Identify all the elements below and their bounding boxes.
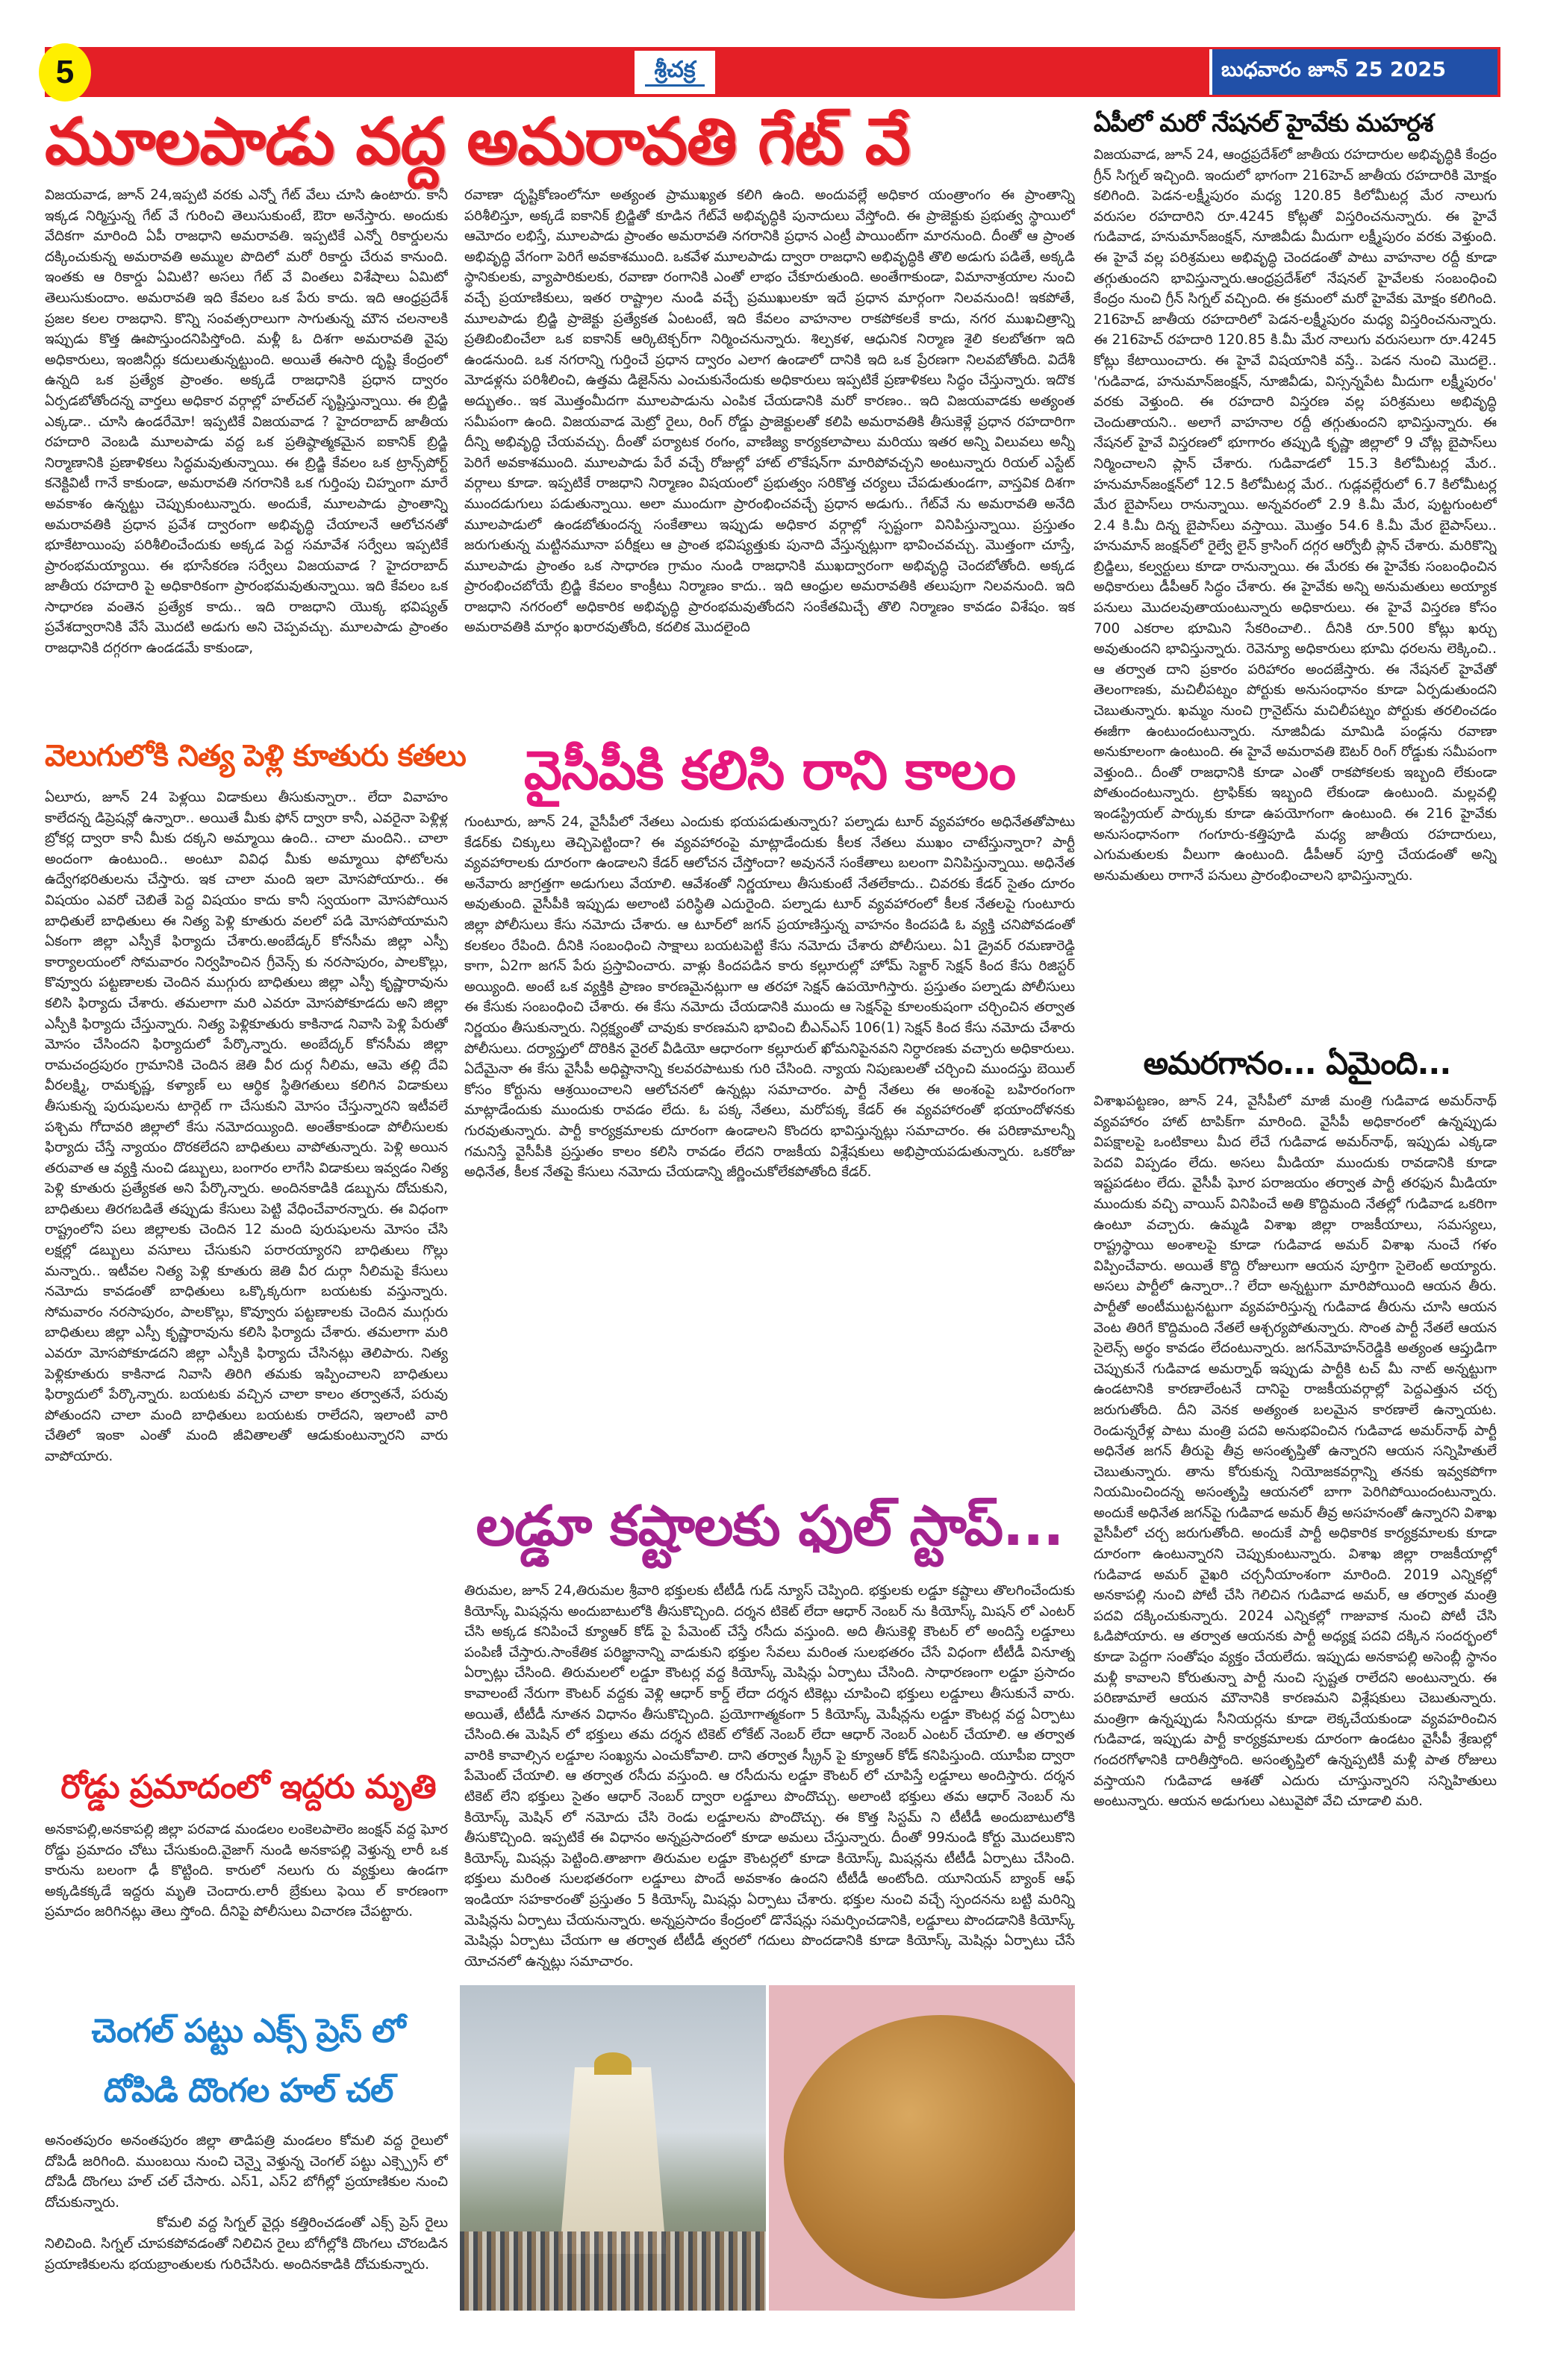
article-ysrcp-text: గుంటూరు, జూన్ 24, వైసీపీలో నేతలు ఎందుకు భయపడుతున్నారు? పల్నాడు టూర్ వ్యవహారం అధినేతతోపాటు కేడర్‌కు చిక్కులు తెచ్చిపెట్టిందా? ఈ వ్యవహారంపై మాట్లాడేందుకు కీలక నేతలు ముఖం చాటేస్తున్నారా? పార్టీ వ్యవహారాలకు దూరంగా ఉండాలని కేడర్ ఆలోచన చేస్తోందా? అవుననే సంకేతాలు బలంగా వినిపిస్తున్నాయి. అధినేత అనేవారు జాగ్రత్తగా అడుగులు వేయాలి. ఆవేశంతో నిర్ణయాలు తీసుకుంటే నేతలేకాదు.. చివరకు కేడర్ సైతం దూరం అవుతుంది. వైసీపీకి ఇప్పుడు అలాంటి పరిస్థితి ఎదురైంది. పల్నాడు టూర్ వ్యవహారంలో కీలక నేతలపై గుంటూరు జిల్లా పోలీసులు కేసు నమోదు చేశారు. ఆ టూర్‌లో జగన్ ప్రయాణిస్తున్న వాహనం కిందపడి ఓ వ్యక్తి చనిపోవడంతో కలకలం రేపింది. దీనికి సంబంధించి సాక్షాలు బయటపెట్టి కేసు నమోదు చేశారు పోలీసులు. ఏ1 డ్రైవర్ రమణారెడ్డి కాగా, ఏ2గా జగన్ పేరు ప్రస్తావించారు. వాళ్లు కిందపడిన కారు కల్లూరుల్లో హోమ్ సెక్టార్ సెక్షన్ కింద కేసు రిజిస్టర్ అయ్యింది. అంటే ఒక వ్యక్తికి ప్రాణం కారణమైనట్లుగా ఆ తరహా సెక్షన్ ఉపయోగిస్తారు. ప్రస్తుతం పల్నాడు పోలీసులు ఈ కేసుకు సంబంధించి చేశారు. ఈ కేసు నమోదు చేయడానికి ముందు ఆ సెక్షన్‌పై కూలంకుషంగా చర్చించిన తర్వాత నిర్ణయం తీసుకున్నారు. నిర్లక్ష్యంతో చావుకు కారణమని భావించి బీఎన్ఎస్ 106(1) సెక్షన్ కింద కేసు నమోదు చేశారు పోలీసులు. దర్యాప్తులో దొరికిన వైరల్ వీడియో ఆధారంగా కల్లూరుల్ ఖోమనిపైనవని నిర్ధారణకు వచ్చారు అధికారులు. ఏదేమైనా ఈ కేసు వైసీపీ అధిష్టానాన్ని కలవరపాటుకు గురి చేసింది. న్యాయ నిపుణులతో చర్చించి ముందస్తు బెయిల్ కోసం కోర్టును ఆశ్రయించాలని ఆలోచనలో ఉన్నట్లు సమాచారం. పార్టీ నేతలు ఈ అంశంపై బహిరంగంగా మాట్లాడేందుకు ముందుకు రావడం లేదు. ఓ పక్క నేతలు, మరోపక్క కేడర్ ఈ వ్యవహారంతో భయాందోళనకు గురవుతున్నారు. పార్టీ కార్యక్రమాలకు దూరంగా ఉండాలని కొందరు భావిస్తున్నట్లు సమాచారం. ఈ పరిణామాలన్నీ గమనిస్తే వైసీపీకి ప్రస్తుతం కాలం కలిసి రావడం లేదని రాజకీయ విశ్లేషకులు అభిప్రాయపడుతున్నారు. ఒకరోజు అధినేత, కీలక నేతపై కేసులు నమోదు చేయడాన్ని జీర్ణించుకోలేకపోతోంది కేడర్.	[464, 814, 1075, 1181]
article-amarnath-text: విశాఖపట్టణం, జూన్ 24, వైసీపీలో మాజీ మంత్రి గుడివాడ అమర్‌నాథ్ వ్యవహారం హాట్ టాపిక్‌గా మారింది. వైసీపీ అధికారంలో ఉన్నప్పుడు విపక్షాలపై ఒంటికాలు మీద లేచే గుడివాడ అమర్‌నాథ్, ఇప్పుడు ఎక్కడా పెదవి విప్పడం లేదు. అసలు మీడియా ముందుకు రావడానికి కూడా ఇష్టపడటం లేదు. వైసీపీ ఘోర పరాజయం తర్వాత పార్టీ తరఫున మీడియా ముందుకు వచ్చి వాయిస్ వినిపించే అతి కొద్దిమంది నేతల్లో గుడివాడ ఒకరిగా ఉంటూ వచ్చారు. ఉమ్మడి విశాఖ జిల్లా రాజకీయాలు, సమస్యలు, రాష్ట్రస్థాయి అంశాలపై కూడా గుడివాడ అమర్ విశాఖ నుంచే గళం విప్పించేవారు. అయితే కొద్ది రోజులుగా ఆయన పూర్తిగా సైలెంట్ అయ్యారు. అసలు పార్టీలో ఉన్నారా..? లేదా అన్నట్టుగా మారిపోయింది ఆయన తీరు. పార్టీతో అంటీముట్టనట్టుగా వ్యవహరిస్తున్న గుడివాడ తీరును చూసి ఆయన వెంట తిరిగే కొద్దిమంది నేతలే ఆశ్చర్యపోతున్నారు. సొంత పార్టీ నేతలే ఆయన సైలెన్స్ అర్థం కావడం లేదంటున్నారు. జగన్‌మోహన్‌రెడ్డికి అత్యంత ఆప్తుడిగా చెప్పుకునే గుడివాడ అమర్నాథ్ ఇప్పుడు పార్టీకి టచ్ మీ నాట్ అన్నట్టుగా ఉండటానికి కారణాలేంటనే దానిపై రాజకీయవర్గాల్లో పెద్దఎత్తున చర్చ జరుగుతోంది. దీని వెనక అత్యంత బలమైన కారణాలే ఉన్నాయట. రెండున్నరేళ్ల పాటు మంత్రి పదవి అనుభవించిన గుడివాడ అమర్‌నాథ్ పార్టీ అధినేత జగన్ తీరుపై తీవ్ర అసంతృప్తితో ఉన్నారని ఆయన సన్నిహితులే చెబుతున్నారు. తాను కోరుకున్న నియోజకవర్గాన్ని తనకు ఇవ్వకపోగా నియమించిందన్న అసంతృప్తి ఆయనలో బాగా పెరిగిపోయిందంటున్నారు. అందుకే అధినేత జగన్‌పై గుడివాడ అమర్ తీవ్ర అసహనంతో ఉన్నారని విశాఖ వైసీపీలో చర్చ జరుగుతోంది. అందుకే పార్టీ అధికారిక కార్యక్రమాలకు కూడా దూరంగా ఉంటున్నారని చెప్పుకుంటున్నారు. విశాఖ జిల్లా రాజకీయాల్లో గుడివాడ అమర్ వైఖరి చర్చనీయాంశంగా మారింది. 2019 ఎన్నికల్లో అనకాపల్లి నుంచి పోటీ చేసి గెలిచిన గుడివాడ అమర్, ఆ తర్వాత మంత్రి పదవి దక్కించుకున్నారు. 2024 ఎన్నికల్లో గాజువాక నుంచి పోటీ చేసి ఓడిపోయారు. ఆ తర్వాత ఆయనకు పార్టీ అధ్యక్ష పదవి దక్కిన సందర్భంలో కూడా పెద్దగా సంతోషం వ్యక్తం చేయలేదు. ఇప్పుడు అనకాపల్లి అసెంబ్లీ స్థానం మళ్లీ కావాలని కోరుతున్నా పార్టీ నుంచి స్పష్టత రాలేదని అంటున్నారు. ఈ పరిణామాలే ఆయన మౌనానికి కారణమని విశ్లేషకులు చెబుతున్నారు. మంత్రిగా ఉన్నప్పుడు సీనియర్లను కూడా లెక్కచేయకుండా వ్యవహరించిన గుడివాడ, ఇప్పుడు పార్టీ కార్యక్రమాలకు దూరంగా ఉండటం వైసీపీ శ్రేణుల్లో గందరగోళానికి దారితీస్తోంది. అసంతృప్తిలో ఉన్నప్పటికీ మళ్లీ పాత రోజులు వస్తాయని గుడివాడ ఆశతో ఎదురు చూస్తున్నారని సన్నిహితులు అంటున్నారు. ఆయన అడుగులు ఎటువైపో వేచి చూడాలి మరి.	[1094, 1093, 1497, 1810]
headline-ysrcp: వైసీపీకి కలిసి రాని కాలం	[523, 739, 1016, 802]
page-number: 5	[55, 54, 75, 90]
tirumala-temple-photo	[460, 1985, 766, 2311]
headline-highway: ఏపీలో మరో నేషనల్ హైవేకు మహర్దశ	[1094, 108, 1433, 137]
article-accident-text: అనకాపల్లి,అనకాపల్లి జిల్లా పరవాడ మండలం లంకెలపాలెం జంక్షన్ వద్ద ఘోర రోడ్డు ప్రమాదం చోటు చేసుకుంది.వైజాగ్ నుండి అనకాపల్లి వెళ్తున్న లారీ ఒక కారును బలంగా ఢీ కొట్టింది. కారులో నలుగు రు వ్యక్తులు ఉండగా అక్కడికక్కడే ఇద్దరు మృతి చెందారు.లారీ బ్రేకులు ఫెయి ల్ కారణంగా ప్రమాదం జరిగినట్లు తెలు స్తోంది. దీనిపై పోలీసులు విచారణ చేపట్టారు.	[45, 1822, 448, 1920]
article-train-text-1: అనంతపురం అనంతపురం జిల్లా తాడిపత్రి మండలం కోమలి వద్ద రైలులో దోపిడీ జరిగింది. ముంబయి నుంచి చెన్నై వెళ్తున్న చెంగల్ పట్టు ఎక్స్ప్రెస్ లో దోపిడీ దొంగలు హల్ చల్ చేసారు. ఎస్1, ఎస్2 బోగీల్లో ప్రయాణికుల నుంచి దోచుకున్నారు.	[45, 2133, 448, 2211]
article-train	[45, 2131, 448, 2325]
article-amaravati-col2	[464, 185, 1075, 728]
article-bride	[45, 787, 448, 1750]
logo-underline	[645, 84, 705, 87]
article-amaravati-text-1: విజయవాడ, జూన్ 24,ఇప్పటి వరకు ఎన్నో గేట్ వేలు చూసి ఉంటారు. కానీ ఇక్కడ నిర్మిస్తున్న గేట్ వే గురించి తెలుసుకుంటే, ఔరా అనేస్తారు. అందుకు వేదికగా మారింది ఏపీ రాజధాని అమరావతి. ఇప్పటికే ఎన్నో రికార్డులను దక్కించుకున్న అమరావతి అమ్ముల పొదిలో మరో రికార్డు చేరువ కానుంది. ఇంతకు ఆ రికార్డు ఏమిటి? అసలు గేట్ వే వింతలు విశేషాలు ఏమిటో తెలుసుకుందాం. అమరావతి ఇది కేవలం ఒక పేరు కాదు. ఇది ఆంధ్రప్రదేశ్ ప్రజల కలల రాజధాని. కొన్ని సంవత్సరాలుగా సాగుతున్న మౌన చలనాలకి ఇప్పుడు కొత్త ఊపొస్తుందనిపిస్తోంది. మళ్లీ ఓ దిశగా అమరావతి వైపు అధికారులు, ఇంజినీర్లు కదులుతున్నట్టుంది. అయితే ఈసారి దృష్టి కేంద్రంలో ఉన్నది ఒక ప్రత్యేక ప్రాంతం. అక్కడే రాజధానికి ప్రధాన ద్వారం ఏర్పడబోతోందన్న వార్తలు అధికార వర్గాల్లో హల్‌చల్ సృష్టిస్తున్నాయి. ఈ బ్రిడ్జి ఎక్కడా.. చూసి ఉండరేమో! ఇప్పటికే విజయవాడ ? హైదరాబాద్ జాతీయ రహదారి వెంబడి మూలపాడు వద్ద ఒక ప్రతిష్ఠాత్మకమైన ఐకానిక్ బ్రిడ్జి నిర్మాణానికి ప్రణాళికలు సిద్ధమవుతున్నాయి. ఈ బ్రిడ్జి కేవలం ఒక ట్రాన్స్‌పోర్ట్ కనెక్టివిటీ గానే కాకుండా, అమరావతి నగరానికి ఒక గుర్తింపు చిహ్నంగా మారే అవకాశం ఉన్నట్టు చెప్పుకుంటున్నారు. అందుకే, మూలపాడు ప్రాంతాన్ని అమరావతికి ప్రధాన ప్రవేశ ద్వారంగా అభివృద్ధి చేయాలనే ఆలోచనతో భూకేటాయింపు పరిశీలించేందుకు అక్కడ పెద్ద సమావేశ సర్వేలు ఇప్పటికే ప్రారంభమయ్యాయి. ఈ భూసేకరణ సర్వేలు విజయవాడ ? హైదరాబాద్ జాతీయ రహదారి పై అధికారికంగా ప్రారంభమవుతున్నాయి. ఇది కేవలం ఒక సాధారణ వంతెన ప్రత్యేక కాదు.. ఇది రాజధాని యొక్క భవిష్యత్ ప్రవేశద్వారానికి వేసే మొదటి అడుగు అని చెప్పవచ్చు. మూలపాడు ప్రాంతం రాజధానికి దగ్గరగా ఉండడమే కాకుండా,	[45, 187, 448, 657]
article-ladoo-text: తిరుమల, జూన్ 24,తిరుమల శ్రీవారి భక్తులకు టీటీడీ గుడ్ న్యూస్ చెప్పింది. భక్తులకు లడ్డూ కష్టాలు తొలగించేందుకు కియోస్క్ మిషన్లను అందుబాటులోకి తీసుకొచ్చింది. దర్శన టికెట్ లేదా ఆధార్ నెంబర్ ను కియోస్క్ మిషన్ లో ఎంటర్ చేసి అక్కడ కనిపించే క్యూఆర్ కోడ్ పై పేమెంట్ చేస్తే రసీదు వస్తుంది. అది తీసుకెళ్లి కౌంటర్ లో అందిస్తే లడ్డూలు పంపిణీ చేస్తారు.సాంకేతిక పరిజ్ఞానాన్ని వాడుకుని భక్తుల సేవలు మరింత సులభతరం చేసే విధంగా టీటీడీ వినూత్న ఏర్పాట్లు చేసింది. తిరుమలలో లడ్డూ కౌంటర్ల వద్ద కియోస్క్ మెషిన్లు ఏర్పాటు చేసింది. సాధారణంగా లడ్డూ ప్రసాదం కావాలంటే నేరుగా కౌంటర్ వద్దకు వెళ్లి ఆధార్ కార్డ్ లేదా దర్శన టికెట్లు చూపించి భక్తులు లడ్డూలు తీసుకునే వారు. అయితే, టీటీడీ నూతన విధానం తీసుకొచ్చింది. ప్రయోగాత్మకంగా 5 కియోస్క్ మెషీన్లను లడ్డూ కౌంటర్ల వద్ద ఏర్పాటు చేసింది.ఈ మెషిన్ లో భక్తులు తమ దర్శన టికెట్ లోకేట్ నెంబర్ లేదా ఆధార్ నెంబర్ ఎంటర్ చేయాలి. ఆ తర్వాత వారికి కావాల్సిన లడ్డూల సంఖ్యను ఎంచుకోవాలి. దాని తర్వాత స్క్రీన్ పై క్యూఆర్ కోడ్ కనిపిస్తుంది. యూపీఐ ద్వారా పేమెంట్ చేయాలి. ఆ తర్వాత రసీదు వస్తుంది. ఆ రసీదును లడ్డూ కౌంటర్ లో చూపిస్తే లడ్డూలు అందిస్తారు. దర్శన టికెట్ లేని భక్తులు సైతం ఆధార్ నెంబర్ ద్వారా లడ్డూలు పొందొచ్చు. అలాంటి భక్తులు తమ ఆధార్ నెంబర్ ను కియోస్క్ మెషిన్ లో నమోదు చేసి రెండు లడ్డూలను పొందొచ్చు. ఈ కొత్త సిస్టమ్ ని టీటీడీ అందుబాటులోకి తీసుకొచ్చింది. ఇప్పటికే ఈ విధానం అన్నప్రసాదంలో కూడా అమలు చేస్తున్నారు. దీంతో 99నుండి కోర్టు మొదలుకొని కియోస్క్ మిషన్లు పెట్టింది.తాజాగా తిరుమల లడ్డూ కౌంటర్లలో కూడా కియోస్క్ మిషన్లను టీటీడీ ఏర్పాటు చేసింది. భక్తులు మరింత సులభతరంగా లడ్డూలు పొందే అవకాశం ఉందని టీటీడీ అంటోంది. యూనియన్ బ్యాంక్ ఆఫ్ ఇండియా సహకారంతో ప్రస్తుతం 5 కియోస్క్ మిషన్లు ఏర్పాటు చేశారు. భక్తుల నుంచి వచ్చే స్పందనను బట్టి మరిన్ని మెషిన్లను ఏర్పాటు చేయనున్నారు. అన్నప్రసాదం కేంద్రంలో డొనేషన్లు సమర్పించడానికి, లడ్డూలు పొందడానికి కియోస్క్ మెషిన్లు ఏర్పాటు చేయగా ఆ తర్వాత టీటీడీ త్వరలో గదులు పొందడానికి కూడా కియోస్క్ మెషిన్లు ఏర్పాటు చేసే యోచనలో ఉన్నట్లు సమాచారం.	[464, 1583, 1075, 1970]
article-accident	[45, 1820, 448, 1991]
article-amaravati-text-2: రవాణా దృష్టికోణంలోనూ అత్యంత ప్రాముఖ్యత కలిగి ఉంది. అందువల్లే అధికార యంత్రాంగం ఈ ప్రాంతాన్ని పరిశీలిస్తూ, అక్కడే ఐకానిక్ బ్రిడ్జితో కూడిన గేట్‌వే అభివృద్ధికి పునాదులు వేస్తోంది. ఈ ప్రాజెక్టుకు ప్రభుత్వ స్థాయిలో ఆమోదం లభిస్తే, మూలపాడు ప్రాంతం అమరావతి నగరానికి ప్రధాన ఎంట్రీ పాయింట్‌గా మారనుంది. దీంతో ఆ ప్రాంత అభివృద్ధి వేగంగా పెరిగే అవకాశముంది. ఒకవేళ మూలపాడు ద్వారా రాజధాని అభివృద్ధికి తొలి అడుగు పడితే, అక్కడి స్థానికులకు, వ్యాపారికులకు, రవాణా రంగానికి ఎంతో లాభం చేకూరుతుంది. అంతేగాకుండా, విమానాశ్రయాల నుంచి వచ్చే ప్రయాణికులు, ఇతర రాష్ట్రాల నుండి వచ్చే ప్రముఖులకూ ఇదే ప్రధాన మార్గంగా నిలవనుంది! ఇకపోతే, మూలపాడు బ్రిడ్జి ప్రాజెక్టు ప్రత్యేకత ఏంటంటే, ఇది కేవలం వాహనాల రాకపోకలకే కాదు, నగర ముఖచిత్రాన్ని ప్రతిబింబించేలా ఒక ఐకానిక్ ఆర్కిటెక్చర్‌గా నిర్మించనున్నారు. శిల్పకళ, ఆధునిక నిర్మాణ శైలి కలబోతగా ఇది ఉండనుంది. ఒక నగరాన్ని గుర్తించే ప్రధాన ద్వారం ఎలాగ ఉండాలో దానికి ఇది ఒక ప్రేరణగా నిలవబోతోంది. విదేశీ మోడళ్లను పరిశీలించి, ఉత్తమ డిజైన్‌ను ఎంచుకునేందుకు అధికారులు ఇప్పటికే ప్రణాళికలు సిద్ధం చేస్తున్నారు. ఇదొక అద్భుతం.. ఇక మొత్తంమీదగా మూలపాడును ఎంపిక చేయడానికి మరో కారణం.. ఇది విజయవాడకు అత్యంత సమీపంగా ఉంది. విజయవాడ మెట్రో రైలు, రింగ్ రోడ్డు ప్రాజెక్టులతో కలిపి అమరావతికి తీసుకెళ్లే ప్రధాన రహదారిగా దీన్ని అభివృద్ధి చేయవచ్చు. దీంతో పర్యాటక రంగం, వాణిజ్య కార్యకలాపాలు మరియు ఇతర అన్ని విలువలు అన్నీ పెరిగే అవకాశముంది. మూలపాడు పేరే వచ్చే రోజుల్లో హాట్ లొకేషన్‌గా మారిపోవచ్చని అంటున్నారు రియల్ ఎస్టేట్ వర్గాలు కూడా. ఇప్పటికే రాజధాని నిర్మాణం విషయంలో ప్రభుత్వం సరికొత్త చర్యలు చేపడుతుండగా, వాస్తవిక దిశగా ముందడుగులు పడుతున్నాయి. అలా ముందుగా ప్రారంభించవచ్చే ప్రధాన అడుగు.. గేట్‌వే ను అమరావతి అనేది మూలపాడులో ఉండబోతుందన్న సంకేతాలు ఇప్పుడు అధికార వర్గాల్లో స్పష్టంగా వినిపిస్తున్నాయి. ప్రస్తుతం జరుగుతున్న మట్టినమూనా పరీక్షలు ఆ ప్రాంత భవిష్యత్తుకు పునాది వేస్తున్నట్లుగా భావించవచ్చు. మొత్తంగా చూస్తే, మూలపాడు ప్రాంతం ఒక సాధారణ గ్రామం నుండి రాజధానికి ముఖద్వారంగా అభివృద్ధి చెందబోతోంది. అక్కడ ప్రారంభించబోయే బ్రిడ్జి కేవలం కాంక్రీటు నిర్మాణం కాదు.. ఇది ఆంధ్రుల అమరావతికి తలుపుగా నిలవనుంది. ఇది రాజధాని నగరంలో అధికారిక అభివృద్ధి ప్రారంభమవుతోందని సంకేతమిచ్చే తొలి నిర్మాణం కావడం విశేషం. ఇక అమరావతికి మార్గం ఖరారవుతోంది, కదలిక మొదలైంది	[464, 187, 1075, 636]
article-amaravati-col1	[45, 185, 448, 708]
headline-amaravati: మూలపాడు వద్ద అమరావతి గేట్ వే	[45, 104, 910, 179]
page-number-badge	[39, 43, 91, 101]
temple-vimana	[594, 2052, 632, 2075]
headline-train-line1: చెంగల్ పట్టు ఎక్స్ ప్రెస్ లో	[91, 2012, 405, 2050]
headline-bride: వెలుగులోకి నిత్య పెళ్లి కూతురు కతలు	[45, 739, 466, 773]
issue-date: బుధవారం జూన్ 25 2025	[1221, 57, 1447, 81]
headline-train-line2: దోపిడి దొంగల హల్ చల్	[103, 2072, 393, 2110]
date-box	[1209, 49, 1497, 95]
laddu	[784, 2015, 1075, 2299]
crowd	[460, 2231, 766, 2311]
logo-text: శ్రీచక్ర	[654, 57, 696, 83]
headline-amarnath: అమరగానం... ఏమైంది...	[1143, 1045, 1451, 1081]
article-bride-text: ఏలూరు, జూన్ 24 పెళ్లయి విడాకులు తీసుకున్నారా.. లేదా వివాహం కాలేదన్న డిప్రెషన్లో ఉన్నారా.. అయితే మీకు ఫోన్ ద్వారా కానీ, ఎవరైనా పెళ్లిళ్ల బ్రోకర్ల ద్వారా కానీ మీకు దక్కని అమ్మాయి ఉంది.. చాలా మందిని.. చాలా అందంగా ఉంటుంది.. అంటూ వివిధ మీకు అమ్మాయి ఫోటోలను ఉద్వేగభరితులను చేస్తారు. ఇక చాలా మంది ఇలా మోసపోయారు.. ఈ విషయం ఎవరో చెబితే పెద్ద విషయం కాదు కానీ స్వయంగా మోసపోయిన బాధితులే బాధితులు ఈ నిత్య పెళ్లి కూతురు వలలో పడి మోసపోయామని ఏకంగా జిల్లా ఎస్పీకే ఫిర్యాదు చేశారు.అంబేడ్కర్ కోనసీమ జిల్లా ఎస్పీ కార్యాలయంలో సోమవారం నిర్వహించిన గ్రీవెన్స్ కు నరసాపురం, పాలకొల్లు, కొవ్వూరు పట్టణాలకు చెందిన ముగ్గురు బాధితులు జిల్లా ఎస్పీ కృష్ణారావును కలిసి ఫిర్యాదు చేశారు. తమలాగా మరి ఎవరూ మోసపోకూడదు అని జిల్లా ఎస్పీకి ఫిర్యాదు చేస్తున్నారు. నిత్య పెళ్లికూతురు కాకినాడ నివాసి పెళ్లి పేరుతో మోసం చేసిందని ఫిర్యాదులో పేర్కొన్నారు. అంబేద్కర్ కోనసీమ జిల్లా రామచంద్రపురం గ్రామానికి చెందిన జెతి వీర దుర్గ నీలిమ, ఆమె తల్లి దేవి వీరలక్ష్మి, రామకృష్ణ, కళ్యాణ్ లు ఆర్థిక స్థితిగతులు కలిగిన విడాకులు తీసుకున్న పురుషులను టార్గెట్ గా చేసుకుని మోసం చేస్తున్నారని ఇటీవలే పశ్చిమ గోదావరి జిల్లాలో కేసు నమోదయ్యింది. అంతేకాకుండా పోలీసులకు ఫిర్యాదు చేస్తే న్యాయం దొరకలేదని బాధితులు వాపోతున్నారు. పెళ్లి అయిన తరువాత ఆ వ్యక్తి నుంచి డబ్బులు, బంగారం లాగేసి విడాకులు ఇవ్వడం నిత్య పెళ్లి కూతురు ప్రత్యేకత అని పేర్కొన్నారు. అందినకాడికి డబ్బును దోచుకుని, బాధితులు తిరగబడితే తప్పుడు కేసులు పెట్టి వేధించేవారన్నారు. ఈ విధంగా రాష్ట్రంలోని పలు జిల్లాలకు చెందిన 12 మంది పురుషులను మోసం చేసి లక్షల్లో డబ్బులు వసూలు చేసుకుని పరారయ్యారని బాధితులు గొల్లు మన్నారు.. ఇటీవల నిత్య పెళ్లి కూతురు జెతి వీర దుర్గా నీలిమపై కేసులు నమోదు కావడంతో బాధితులు ఒక్కొక్కరుగా బయటకు వస్తున్నారు. సోమవారం నరసాపురం, పాలకొల్లు, కొవ్వూరు పట్టణాలకు చెందిన ముగ్గురు బాధితులు జిల్లా ఎస్పీ కృష్ణారావును కలిసి ఫిర్యాదు చేశారు. తమలాగా మరి ఎవరూ మోసపోకూడదని జిల్లా ఎస్పీకి ఫిర్యాదు చేసినట్లు తెలిపారు. నిత్య పెళ్లికూతురు కాకినాడ నివాసి తిరిగి తమకు ఇప్పించాలని బాధితులు ఫిర్యాదులో పేర్కొన్నారు. బయటకు వచ్చిన చాలా కాలం తర్వాతనే, పరువు పోతుందని చాలా మంది బాధితులు బయటకు రాలేదని, ఇలాంటి వారి చేతిలో ఇంకా ఎంతో మంది జీవితాలతో ఆడుకుంటున్నారని వారు వాపోయారు.	[45, 790, 448, 1464]
article-highway	[1094, 145, 1497, 1033]
headline-accident: రోడ్డు ప్రమాదంలో ఇద్దరు మృతి	[60, 1768, 436, 1806]
newspaper-logo	[635, 51, 715, 94]
laddu-prasadam-photo	[769, 1985, 1075, 2311]
article-highway-text: విజయవాడ, జూన్ 24, ఆంధ్రప్రదేశ్‌లో జాతీయ రహదారుల అభివృద్ధికి కేంద్రం గ్రీన్ సిగ్నల్ ఇచ్చింది. ఇందులో భాగంగా 216హెచ్ జాతీయ రహదారికి మోక్షం కలిగింది. పెడన-లక్ష్మీపురం మధ్య 120.85 కిలోమీటర్ల మేర నాలుగు వరుసల రహదారిని రూ.4245 కోట్లతో విస్తరించనున్నారు. ఈ హైవే గుడివాడ, హనుమాన్‌జంక్షన్, నూజివీడు మీదుగా లక్ష్మీపురం వరకు వెళ్తుంది. ఈ హైవే వల్ల పరిశ్రమలు అభివృద్ధి చెందడంతో పాటు వాహనాల రద్దీ కూడా తగ్గుతుందని భావిస్తున్నారు.ఆంధ్రప్రదేశ్‌లో నేషనల్ హైవేలకు సంబంధించి కేంద్రం నుంచి గ్రీన్ సిగ్నల్ వచ్చింది. ఈ క్రమంలో మరో హైవేకు మోక్షం కలిగింది. 216హెచ్ జాతీయ రహదారిలో పెడన-లక్ష్మీపురం మధ్య విస్తరించనున్నారు. ఈ 216హెచ్ రహదారి 120.85 కి.మీ మేర నాలుగు వరుసలుగా రూ.4245 కోట్లు కేటాయించారు. ఈ హైవే విషయానికి వస్తే.. పెడన నుంచి మొదలై.. 'గుడివాడ, హనుమాన్‌జంక్షన్, నూజివీడు, విస్సన్నపేట మీదుగా లక్ష్మీపురం' వరకు వెళ్తుంది. ఈ రహదారి విస్తరణ వల్ల పరిశ్రమలు అభివృద్ధి చెందుతాయని.. అలాగే వాహనాల రద్దీ తగ్గుతుందని భావిస్తున్నారు. ఈ నేషనల్ హైవే విస్తరణలో భూగారం తప్పుడి కృష్ణా జిల్లాలో 9 చోట్ల బైపాస్‌లు నిర్మించాలని ప్లాన్ చేశారు. గుడివాడలో 15.3 కిలోమీటర్ల మేర.. హనుమాన్‌జంక్షన్‌లో 12.5 కిలోమీటర్ల మేర.. గుడ్లవల్లేరులో 6.7 కిలోమీటర్ల మేర బైపాస్‌లు రానున్నాయి. అన్నవరంలో 2.9 కి.మీ మేర, పుట్టగుంటలో 2.4 కి.మీ దిన్న బైపాస్‌లు వస్తాయి. మొత్తం 54.6 కి.మీ మేర బైపాస్‌లు.. హనుమాన్ జంక్షన్‌లో రైల్వే లైన్ క్రాసింగ్ దగ్గర ఆర్వోబీ ప్లాన్ చేశారు. మరికొన్ని బ్రిడ్జిలు, కల్వర్టులు కూడా రానున్నాయి. ఈ మేరకు ఈ హైవేకు సంబంధించిన అధికారులు డీపీఆర్ సిద్ధం చేశారు. ఈ హైవేకు అన్ని అనుమతులు అయ్యాక పనులు మొదలవుతాయంటున్నారు అధికారులు. ఈ హైవే విస్తరణ కోసం 700 ఎకరాల భూమిని సేకరించాలి.. దీనికి రూ.500 కోట్లు ఖర్చు అవుతుందని భావిస్తున్నారు. రెవెన్యూ అధికారులు భూమి ధరలను లెక్కించి.. ఆ తర్వాత దాని ప్రకారం పరిహారం అందజేస్తారు. ఈ నేషనల్ హైవేతో తెలంగాణకు, మచిలీపట్నం పోర్టుకు అనుసంధానం కూడా ఏర్పడుతుందని చెబుతున్నారు. ఖమ్మం నుంచి గ్రానైట్‌ను మచిలీపట్నం పోర్టుకు తరలించడం ఈజీగా ఉంటుందంటున్నారు. నూజివీడు మామిడి పండ్లను రవాణా అనుకూలంగా ఉంటుంది. ఈ హైవే అమరావతి ఔటర్ రింగ్ రోడ్డుకు సమీపంగా వెళ్తుంది.. దీంతో రాజధానికి కూడా ఎంతో రాకపోకలకు ఇబ్బంది లేకుండా పోతుందంటున్నారు. ట్రాఫిక్‌కు ఇబ్బంది లేకుండా ఉంటుంది. మల్లవల్లి ఇండస్ట్రియల్ పార్కుకు కూడా ఉపయోగంగా ఉంటుంది. ఈ 216 హైవే‌కు అనుసంధానంగా గంగూరు-కత్తిపూడి మధ్య జాతీయ రహదారులు, ఎగుమతులకు వీలుగా ఉంటుంది. డీపీఆర్ పూర్తి చేయడంతో అన్ని అనుమతులు రాగానే పనులు ప్రారంభించాలని భావిస్తున్నారు.	[1094, 147, 1497, 884]
article-train-text-2: కోమలి వద్ద సిగ్నల్ వైర్లు కత్తిరించడంతో ఎక్స్ ప్రెస్ రైలు నిలిచింది. సిగ్నల్ చూపకపోవడంతో నిలిచిన రైలు బోగీల్లోకి దొంగలు చొరబడిన ప్రయాణికులను భయబ్రాంతులకు గురిచేసిరు. అందినకాడికి దోచుకున్నారు.	[45, 2215, 448, 2273]
headline-ladoo: లడ్డూ కష్టాలకు ఫుల్ స్టాప్...	[476, 1494, 1064, 1558]
article-ysrcp	[464, 812, 1075, 1431]
article-ladoo	[464, 1581, 1075, 1976]
article-amarnath	[1094, 1091, 1497, 2323]
temple-gopuram	[549, 2067, 676, 2254]
